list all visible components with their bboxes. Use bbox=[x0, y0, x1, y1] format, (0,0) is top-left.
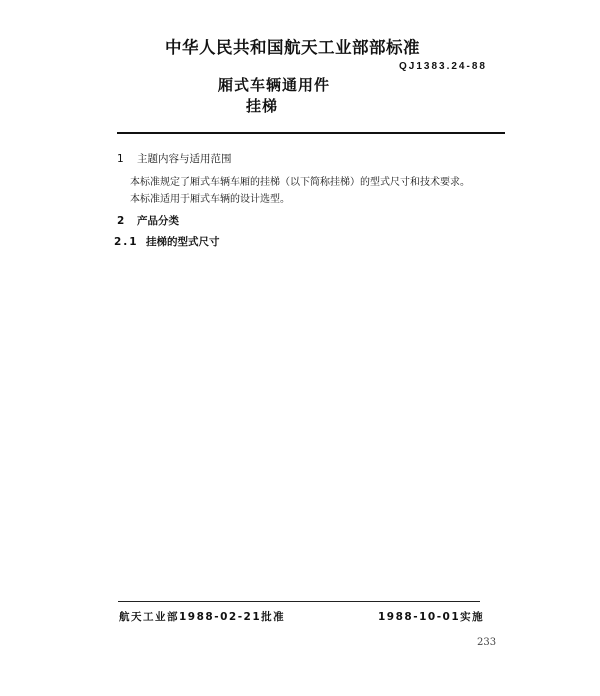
section-number: 2.1 bbox=[114, 236, 139, 248]
section-title: 产品分类 bbox=[137, 215, 179, 227]
section-2-heading bbox=[117, 213, 179, 228]
body-paragraph: 本标准适用于厢式车辆的设计选型。 bbox=[130, 194, 290, 205]
section-number: 1 bbox=[117, 153, 124, 165]
page-number: 233 bbox=[477, 637, 497, 648]
issuing-organization: 中华人民共和国航天工业部部标准 bbox=[165, 38, 420, 57]
footer-divider bbox=[118, 601, 480, 602]
section-1-heading bbox=[117, 151, 232, 166]
document-subtitle: 挂梯 bbox=[246, 97, 279, 115]
document-title: 厢式车辆通用件 bbox=[218, 76, 331, 94]
approval-date: 航天工业部1988-02-21批准 bbox=[119, 611, 286, 623]
section-title: 主题内容与适用范围 bbox=[137, 153, 232, 165]
implementation-date: 1988-10-01实施 bbox=[378, 611, 485, 623]
section-title: 挂梯的型式尺寸 bbox=[146, 236, 220, 248]
header-divider bbox=[117, 132, 505, 134]
section-number: 2 bbox=[117, 215, 125, 227]
body-paragraph: 本标准规定了厢式车辆车厢的挂梯（以下简称挂梯）的型式尺寸和技术要求。 bbox=[130, 177, 470, 188]
standard-code: QJ1383.24-88 bbox=[399, 61, 487, 72]
section-2-1-heading bbox=[114, 234, 220, 249]
